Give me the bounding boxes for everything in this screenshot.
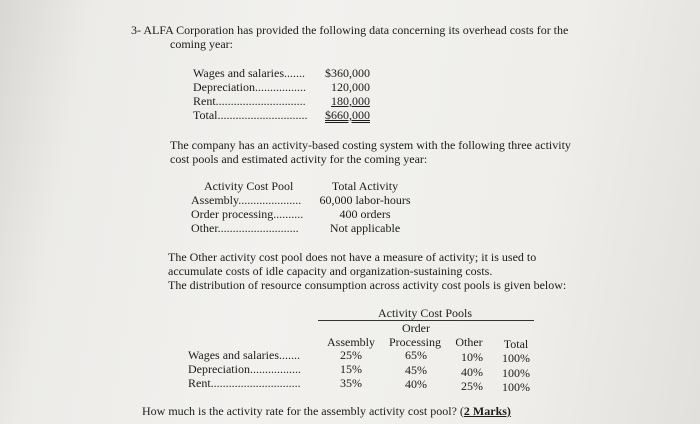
distribution-cell: 40% bbox=[405, 377, 427, 391]
distribution-cell: 65% bbox=[405, 348, 427, 362]
distribution-cell: 40% bbox=[461, 365, 483, 379]
cost-amount-rent: 180,000 bbox=[331, 94, 370, 108]
cost-label-wages: Wages and salaries....... bbox=[193, 66, 305, 80]
final-question-marks: 2 Marks) bbox=[463, 404, 511, 418]
distribution-cell: 100% bbox=[502, 351, 530, 365]
distribution-col-order: Order bbox=[402, 321, 430, 335]
cost-amount-total: $660,000 bbox=[325, 108, 370, 122]
activity-total-other: Not applicable bbox=[329, 221, 401, 235]
cost-label-depreciation: Depreciation................. bbox=[193, 80, 306, 94]
activity-header-total: Total Activity bbox=[331, 179, 399, 193]
activity-header-pool: Activity Cost Pool bbox=[204, 179, 294, 193]
cost-amount-wages: $360,000 bbox=[325, 66, 370, 80]
activity-total-assembly: 60,000 labor-hours bbox=[319, 193, 411, 207]
final-question bbox=[142, 404, 511, 418]
distribution-col-other: Other bbox=[455, 335, 483, 349]
distribution-cell: 25% bbox=[340, 348, 362, 362]
other-note-line-3: The distribution of resource consumption across activity cost pools is given below: bbox=[168, 278, 567, 292]
distribution-col-processing: Processing bbox=[389, 335, 441, 349]
distribution-cell: 45% bbox=[405, 363, 427, 377]
distribution-cell: 15% bbox=[340, 362, 362, 376]
distribution-cell: 100% bbox=[502, 366, 530, 380]
activity-total-order: 400 orders bbox=[339, 207, 391, 221]
distribution-cell: 35% bbox=[340, 376, 362, 390]
final-question-text: How much is the activity rate for the assembly activity cost pool? ( bbox=[142, 404, 464, 418]
distribution-cell: 10% bbox=[461, 350, 483, 364]
other-note-line-1: The Other activity cost pool does not have a measure of activity; it is used to bbox=[168, 250, 537, 264]
cost-amount-depreciation: 120,000 bbox=[331, 80, 370, 94]
distribution-row-label-wages: Wages and salaries....... bbox=[188, 348, 300, 362]
cost-label-rent: Rent.............................. bbox=[193, 94, 306, 108]
other-note-line-2: accumulate costs of idle capacity and organization-sustaining costs. bbox=[168, 264, 493, 278]
activity-pool-other: Other........................... bbox=[191, 221, 299, 235]
abc-intro-line-2: cost pools and estimated activity for the coming year: bbox=[170, 152, 428, 166]
distribution-cell: 25% bbox=[461, 379, 483, 393]
question-line-2: coming year: bbox=[170, 37, 233, 51]
distribution-col-assembly: Assembly bbox=[327, 335, 375, 349]
cost-label-total: Total.............................. bbox=[193, 108, 308, 122]
question-line-1: 3- ALFA Corporation has provided the following data concerning its overhead costs for the bbox=[131, 23, 569, 37]
abc-intro-line-1: The company has an activity-based costing system with the following three activity bbox=[170, 138, 571, 152]
activity-pool-assembly: Assembly..................... bbox=[191, 193, 302, 207]
distribution-cell: 100% bbox=[502, 380, 530, 394]
distribution-row-label-depreciation: Depreciation................. bbox=[188, 362, 301, 376]
activity-pool-order: Order processing.......... bbox=[191, 207, 304, 221]
distribution-row-label-rent: Rent.............................. bbox=[188, 376, 301, 390]
distribution-title: Activity Cost Pools bbox=[377, 306, 472, 320]
distribution-col-total: Total bbox=[503, 337, 529, 351]
